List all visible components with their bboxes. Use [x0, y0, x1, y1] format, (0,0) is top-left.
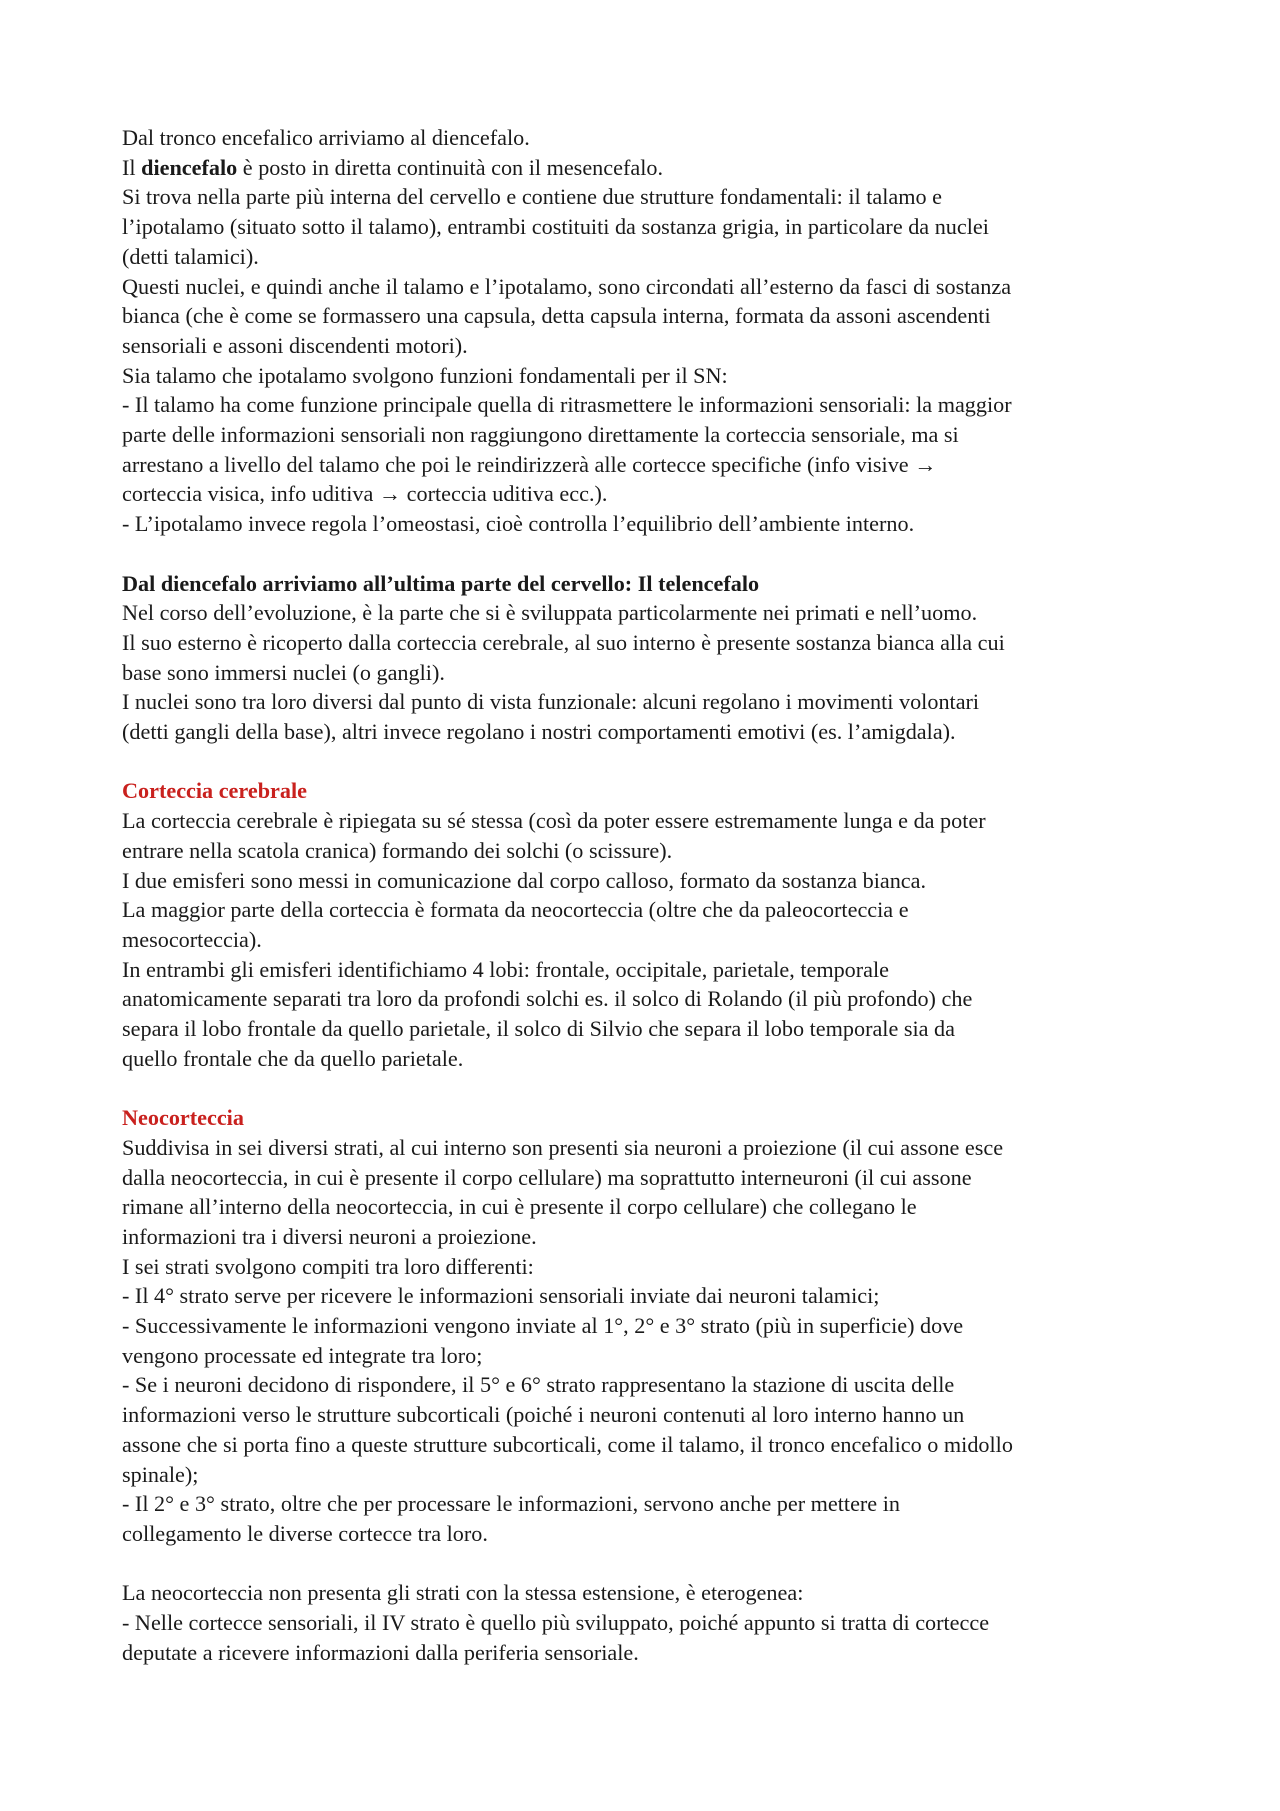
- section-eterogenea: [122, 1578, 1172, 1667]
- list-item-line: collegamento le diverse cortecce tra loro.: [122, 1521, 488, 1546]
- list-item-line: parte delle informazioni sensoriali non raggiungono direttamente la corteccia sensoriale, ma si: [122, 422, 959, 448]
- paragraph-line: Suddivisa in sei diversi strati, al cui interno son presenti sia neuroni a proiezione (il cui assone esce: [122, 1134, 1004, 1160]
- spacer: [122, 1073, 1172, 1103]
- paragraph-line: I due emisferi sono messi in comunicazione dal corpo calloso, formato da sostanza bianca.: [122, 867, 927, 893]
- paragraph-line: mesocorteccia).: [122, 926, 262, 952]
- paragraph-line: sensoriali e assoni discendenti motori).: [122, 332, 468, 358]
- list-item-line: assone che si porta fino a queste strutture subcorticali, come il talamo, il tronco encefalico o midollo: [122, 1431, 1013, 1457]
- list-item-line: informazioni verso le strutture subcorticali (poiché i neuroni contenuti al loro interno hanno un: [122, 1402, 965, 1428]
- list-item-line: - Il talamo ha come funzione principale quella di ritrasmettere le informazioni sensoriali: la maggior: [122, 392, 1012, 418]
- paragraph-line: La corteccia cerebrale è ripiegata su sé stessa (così da poter essere estremamente lunga e da poter: [122, 808, 986, 834]
- list-item-line: - Successivamente le informazioni vengono inviate al 1°, 2° e 3° strato (più in superficie) dove: [122, 1313, 964, 1339]
- paragraph-line: bianca (che è come se formassero una capsula, detta capsula interna, formata da assoni ascendenti: [122, 303, 991, 329]
- paragraph-line: l’ipotalamo (situato sotto il talamo), entrambi costituiti da sostanza grigia, in particolare da nuclei: [122, 214, 989, 240]
- list-item-line: corteccia visica, info uditiva → corteccia uditiva ecc.).: [122, 481, 608, 507]
- list-item-line: spinale);: [122, 1461, 199, 1487]
- paragraph-line: Si trova nella parte più interna del cervello e contiene due strutture fondamentali: il talamo e: [122, 184, 943, 210]
- bold-term-diencefalo: diencefalo: [141, 154, 238, 180]
- paragraph-line: Dal tronco encefalico arriviamo al diencefalo.: [122, 125, 530, 150]
- list-item-line: - Il 4° strato serve per ricevere le informazioni sensoriali inviate dai neuroni talamici;: [122, 1283, 880, 1309]
- list-item-line: - Il 2° e 3° strato, oltre che per processare le informazioni, servono anche per mettere in: [122, 1491, 900, 1517]
- paragraph-line: quello frontale che da quello parietale.: [122, 1045, 464, 1071]
- paragraph-line: (detti gangli della base), altri invece regolano i nostri comportamenti emotivi (es. l’amigdala).: [122, 719, 956, 745]
- paragraph-line: I nuclei sono tra loro diversi dal punto di vista funzionale: alcuni regolano i movimenti volontari: [122, 689, 980, 715]
- section-corteccia-cerebrale: [122, 776, 1172, 1073]
- paragraph-line: Nel corso dell’evoluzione, è la parte che si è sviluppata particolarmente nei primati e nell’uomo.: [122, 600, 978, 626]
- section-telencefalo: [122, 569, 1172, 747]
- paragraph-line: In entrambi gli emisferi identifichiamo 4 lobi: frontale, occipitale, parietale, temporale: [122, 956, 890, 982]
- paragraph-line: base sono immersi nuclei (o gangli).: [122, 659, 445, 685]
- section-diencefalo: [122, 123, 1172, 539]
- spacer: [122, 1549, 1172, 1579]
- paragraph-line: Sia talamo che ipotalamo svolgono funzioni fondamentali per il SN:: [122, 362, 728, 388]
- text-run: Il: [122, 154, 142, 180]
- list-item-line: - Nelle cortecce sensoriali, il IV strato è quello più sviluppato, poiché appunto si tratta di cortecce: [122, 1610, 990, 1636]
- paragraph-line: informazioni tra i diversi neuroni a proiezione.: [122, 1223, 537, 1249]
- paragraph-line: (detti talamici).: [122, 243, 259, 269]
- paragraph-line: rimane all’interno della neocorteccia, in cui è presente il corpo cellulare) che collegano le: [122, 1194, 917, 1220]
- paragraph-line: I sei strati svolgono compiti tra loro differenti:: [122, 1253, 534, 1279]
- section-heading: Corteccia cerebrale: [122, 778, 307, 804]
- list-item-line: deputate a ricevere informazioni dalla periferia sensoriale.: [122, 1639, 639, 1665]
- paragraph-line: Il suo esterno è ricoperto dalla corteccia cerebrale, al suo interno è presente sostanza bianca alla cui: [122, 629, 1005, 655]
- list-item-line: - L’ipotalamo invece regola l’omeostasi, cioè controlla l’equilibrio dell’ambiente interno.: [122, 511, 915, 537]
- spacer: [122, 747, 1172, 777]
- list-item-line: arrestano a livello del talamo che poi le reindirizzerà alle cortecce specifiche (info visive →: [122, 451, 937, 477]
- text-run: è posto in diretta continuità con il mesencefalo.: [237, 154, 663, 180]
- section-heading: Dal diencefalo arriviamo all’ultima parte del cervello: Il telencefalo: [122, 570, 760, 596]
- list-item-line: vengono processate ed integrate tra loro;: [122, 1342, 483, 1368]
- paragraph-line: anatomicamente separati tra loro da profondi solchi es. il solco di Rolando (il più profondo) che: [122, 986, 973, 1012]
- section-neocorteccia: [122, 1103, 1172, 1549]
- paragraph-line: separa il lobo frontale da quello parietale, il solco di Silvio che separa il lobo temporale sia da: [122, 1016, 955, 1042]
- paragraph-line: La neocorteccia non presenta gli strati con la stessa estensione, è eterogenea:: [122, 1580, 804, 1606]
- section-heading: Neocorteccia: [122, 1105, 244, 1131]
- document-page: [122, 123, 1172, 1668]
- paragraph-line: entrare nella scatola cranica) formando dei solchi (o scissure).: [122, 837, 673, 863]
- paragraph-line: dalla neocorteccia, in cui è presente il corpo cellulare) ma soprattutto interneuroni (il cui assone: [122, 1164, 972, 1190]
- paragraph-line: Questi nuclei, e quindi anche il talamo e l’ipotalamo, sono circondati all’esterno da fasci di sostanza: [122, 273, 1012, 299]
- paragraph-line: [122, 153, 1172, 183]
- paragraph-line: La maggior parte della corteccia è formata da neocorteccia (oltre che da paleocorteccia e: [122, 897, 909, 923]
- spacer: [122, 539, 1172, 569]
- list-item-line: - Se i neuroni decidono di rispondere, il 5° e 6° strato rappresentano la stazione di uscita delle: [122, 1372, 955, 1398]
